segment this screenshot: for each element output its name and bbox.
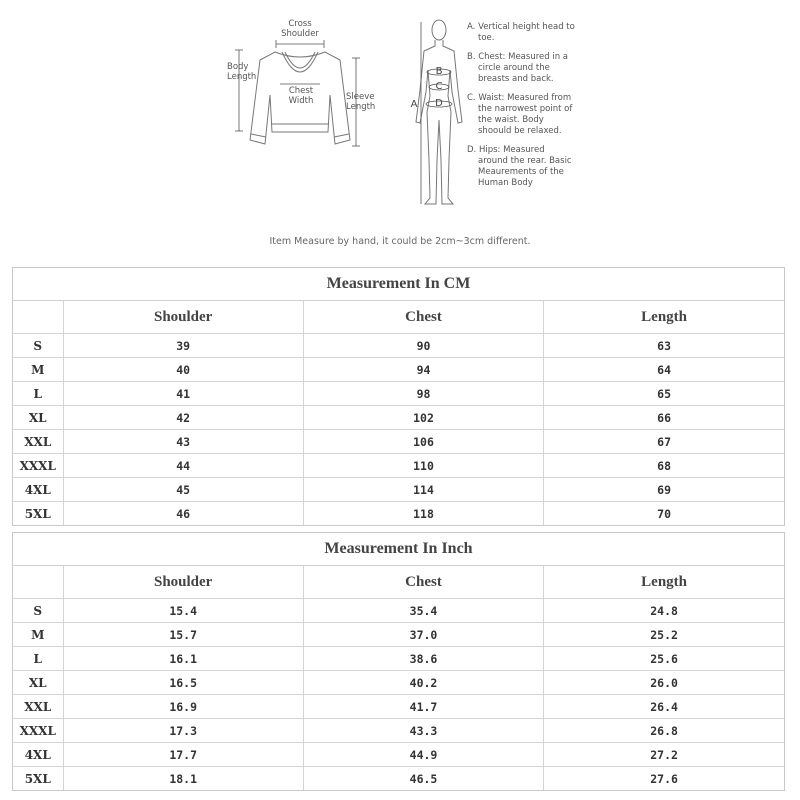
- body-length-label: Body Length: [227, 62, 257, 82]
- length-cell: 27.2: [544, 743, 784, 767]
- sleeve-length-label: Sleeve Length: [346, 92, 376, 112]
- chest-width-label: Chest Width: [288, 86, 314, 106]
- shoulder-cell: 41: [63, 382, 303, 406]
- size-cell: XXXL: [13, 719, 63, 743]
- length-cell: 26.4: [544, 695, 784, 719]
- chest-cell: 44.9: [303, 743, 543, 767]
- inch-table-title: Measurement In Inch: [13, 533, 784, 566]
- size-cell: M: [13, 623, 63, 647]
- shoulder-cell: 16.5: [63, 671, 303, 695]
- note-d: D. Hips: Measured around the rear. Basic Meaurements of the Human Body: [467, 145, 572, 188]
- table-row: [13, 502, 784, 526]
- size-cell: XL: [13, 671, 63, 695]
- size-cell: 5XL: [13, 767, 63, 791]
- table-header-row: [13, 301, 784, 334]
- length-cell: 70: [544, 502, 784, 526]
- chest-cell: 98: [303, 382, 543, 406]
- table-header-row: [13, 566, 784, 599]
- chest-cell: 40.2: [303, 671, 543, 695]
- size-cell: L: [13, 382, 63, 406]
- table-row: [13, 647, 784, 671]
- chest-cell: 41.7: [303, 695, 543, 719]
- chest-cell: 43.3: [303, 719, 543, 743]
- shoulder-cell: 16.1: [63, 647, 303, 671]
- cm-size-table: [12, 267, 785, 526]
- table-row: [13, 623, 784, 647]
- table-row: [13, 430, 784, 454]
- size-cell: M: [13, 358, 63, 382]
- measure-caption: Item Measure by hand, it could be 2cm~3cm different.: [269, 236, 531, 247]
- table-row: [13, 599, 784, 623]
- shoulder-cell: 39: [63, 334, 303, 358]
- chest-cell: 38.6: [303, 647, 543, 671]
- size-cell: 5XL: [13, 502, 63, 526]
- marker-a: A: [410, 99, 418, 110]
- length-cell: 65: [544, 382, 784, 406]
- size-cell: XXXL: [13, 454, 63, 478]
- note-a: A. Vertical height head to toe.: [467, 22, 575, 43]
- length-cell: 27.6: [544, 767, 784, 791]
- table-row: [13, 478, 784, 502]
- size-cell: S: [13, 599, 63, 623]
- note-c: C. Waist: Measured from the narrowest point of the waist. Body shoould be relaxed.: [467, 93, 573, 136]
- table-row: [13, 743, 784, 767]
- chest-cell: 114: [303, 478, 543, 502]
- size-cell: L: [13, 647, 63, 671]
- shoulder-cell: 40: [63, 358, 303, 382]
- table-row: [13, 719, 784, 743]
- header-chest: Chest: [303, 301, 543, 334]
- size-cell: XL: [13, 406, 63, 430]
- length-cell: 68: [544, 454, 784, 478]
- marker-b: B: [435, 66, 443, 77]
- chest-cell: 37.0: [303, 623, 543, 647]
- inch-table-grid: [13, 566, 784, 790]
- shoulder-cell: 42: [63, 406, 303, 430]
- chest-cell: 46.5: [303, 767, 543, 791]
- shoulder-cell: 45: [63, 478, 303, 502]
- header-shoulder: Shoulder: [63, 566, 303, 599]
- cross-shoulder-label: Cross Shoulder: [281, 19, 319, 39]
- size-cell: XXL: [13, 695, 63, 719]
- header-chest: Chest: [303, 566, 543, 599]
- shoulder-cell: 15.4: [63, 599, 303, 623]
- shoulder-cell: 18.1: [63, 767, 303, 791]
- shoulder-cell: 43: [63, 430, 303, 454]
- table-row: [13, 406, 784, 430]
- measurement-diagram: [0, 0, 800, 258]
- length-cell: 63: [544, 334, 784, 358]
- shoulder-cell: 17.7: [63, 743, 303, 767]
- header-size: [13, 566, 63, 599]
- size-cell: XXL: [13, 430, 63, 454]
- chest-cell: 110: [303, 454, 543, 478]
- length-cell: 69: [544, 478, 784, 502]
- chest-cell: 94: [303, 358, 543, 382]
- size-cell: 4XL: [13, 478, 63, 502]
- length-cell: 25.2: [544, 623, 784, 647]
- note-b: B. Chest: Measured in a circle around the breasts and back.: [467, 52, 568, 84]
- table-row: [13, 334, 784, 358]
- size-cell: S: [13, 334, 63, 358]
- chest-cell: 106: [303, 430, 543, 454]
- inch-size-table: [12, 532, 785, 791]
- shoulder-cell: 46: [63, 502, 303, 526]
- human-body-illustration: [416, 20, 462, 204]
- cm-table-title: Measurement In CM: [13, 268, 784, 301]
- length-cell: 26.0: [544, 671, 784, 695]
- marker-c: C: [435, 81, 443, 92]
- diagram-drawing: [0, 0, 800, 258]
- length-cell: 24.8: [544, 599, 784, 623]
- measurement-notes: [467, 22, 577, 197]
- chest-cell: 102: [303, 406, 543, 430]
- table-row: [13, 382, 784, 406]
- length-cell: 67: [544, 430, 784, 454]
- size-cell: 4XL: [13, 743, 63, 767]
- table-row: [13, 454, 784, 478]
- length-cell: 26.8: [544, 719, 784, 743]
- chest-cell: 35.4: [303, 599, 543, 623]
- table-row: [13, 695, 784, 719]
- cm-table-grid: [13, 301, 784, 525]
- shoulder-cell: 44: [63, 454, 303, 478]
- cross-shoulder-arrow: [276, 40, 324, 48]
- shoulder-cell: 15.7: [63, 623, 303, 647]
- table-row: [13, 767, 784, 791]
- header-size: [13, 301, 63, 334]
- header-length: Length: [544, 301, 784, 334]
- header-length: Length: [544, 566, 784, 599]
- shoulder-cell: 17.3: [63, 719, 303, 743]
- header-shoulder: Shoulder: [63, 301, 303, 334]
- table-row: [13, 671, 784, 695]
- shoulder-cell: 16.9: [63, 695, 303, 719]
- table-row: [13, 358, 784, 382]
- length-cell: 25.6: [544, 647, 784, 671]
- chest-cell: 118: [303, 502, 543, 526]
- chest-cell: 90: [303, 334, 543, 358]
- marker-d: D: [435, 98, 443, 109]
- length-cell: 64: [544, 358, 784, 382]
- length-cell: 66: [544, 406, 784, 430]
